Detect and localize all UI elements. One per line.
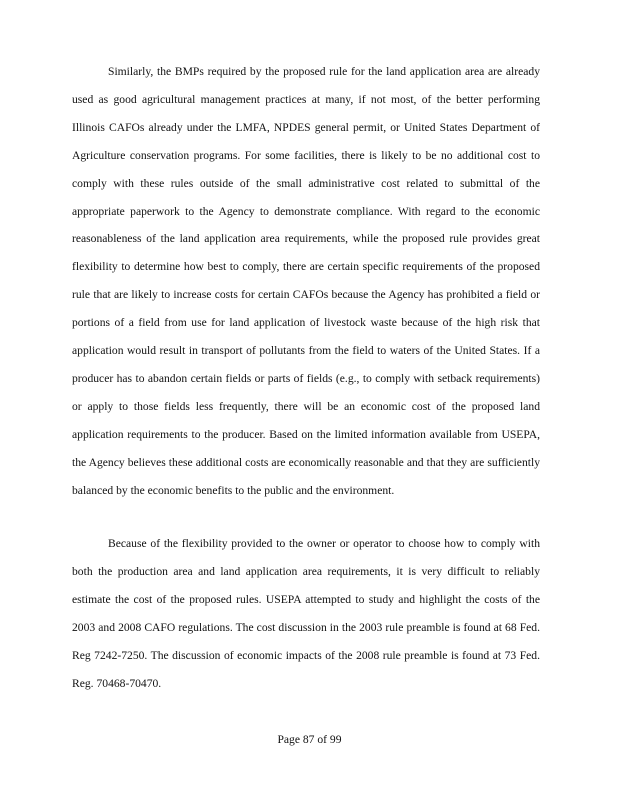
paragraph-bmp-costs: Similarly, the BMPs required by the proposed rule for the land application area are already used as good agricultural management practices at many, if not most, of the better performing Illinois CAFOs already under the LMFA, NPDES general permit, or United States Department of Agriculture conservation programs. For some facilities, there is likely to be no additional cost to comply with these rules outside of the small administrative cost related to submittal of the appropriate paperwork to the Agency to demonstrate compliance. With regard to the economic reasonableness of the land application area requirements, while the proposed rule provides great flexibility to determine how best to comply, there are certain specific requirements of the proposed rule that are likely to increase costs for certain CAFOs because the Agency has prohibited a field or portions of a field from use for land application of livestock waste because of the high risk that application would result in transport of pollutants from the field to waters of the United States. If a producer has to abandon certain fields or parts of fields (e.g., to comply with setback requirements) or apply to those fields less frequently, there will be an economic cost of the proposed land application requirements to the producer. Based on the limited information available from USEPA, the Agency believes these additional costs are economically reasonable and that they are sufficiently balanced by the economic benefits to the public and the environment. — [72, 65, 540, 497]
page-number: Page 87 of 99 — [277, 733, 342, 746]
paragraph-cost-estimate: Because of the flexibility provided to the owner or operator to choose how to comply with both the production area and land application area requirements, it is very difficult to reliably estimate the cost of the proposed rules. USEPA attempted to study and highlight the costs of the 2003 and 2008 CAFO regulations. The cost discussion in the 2003 rule preamble is found at 68 Fed. Reg 7242-7250. The discussion of economic impacts of the 2008 rule preamble is found at 73 Fed. Reg. 70468-70470. — [72, 537, 540, 690]
